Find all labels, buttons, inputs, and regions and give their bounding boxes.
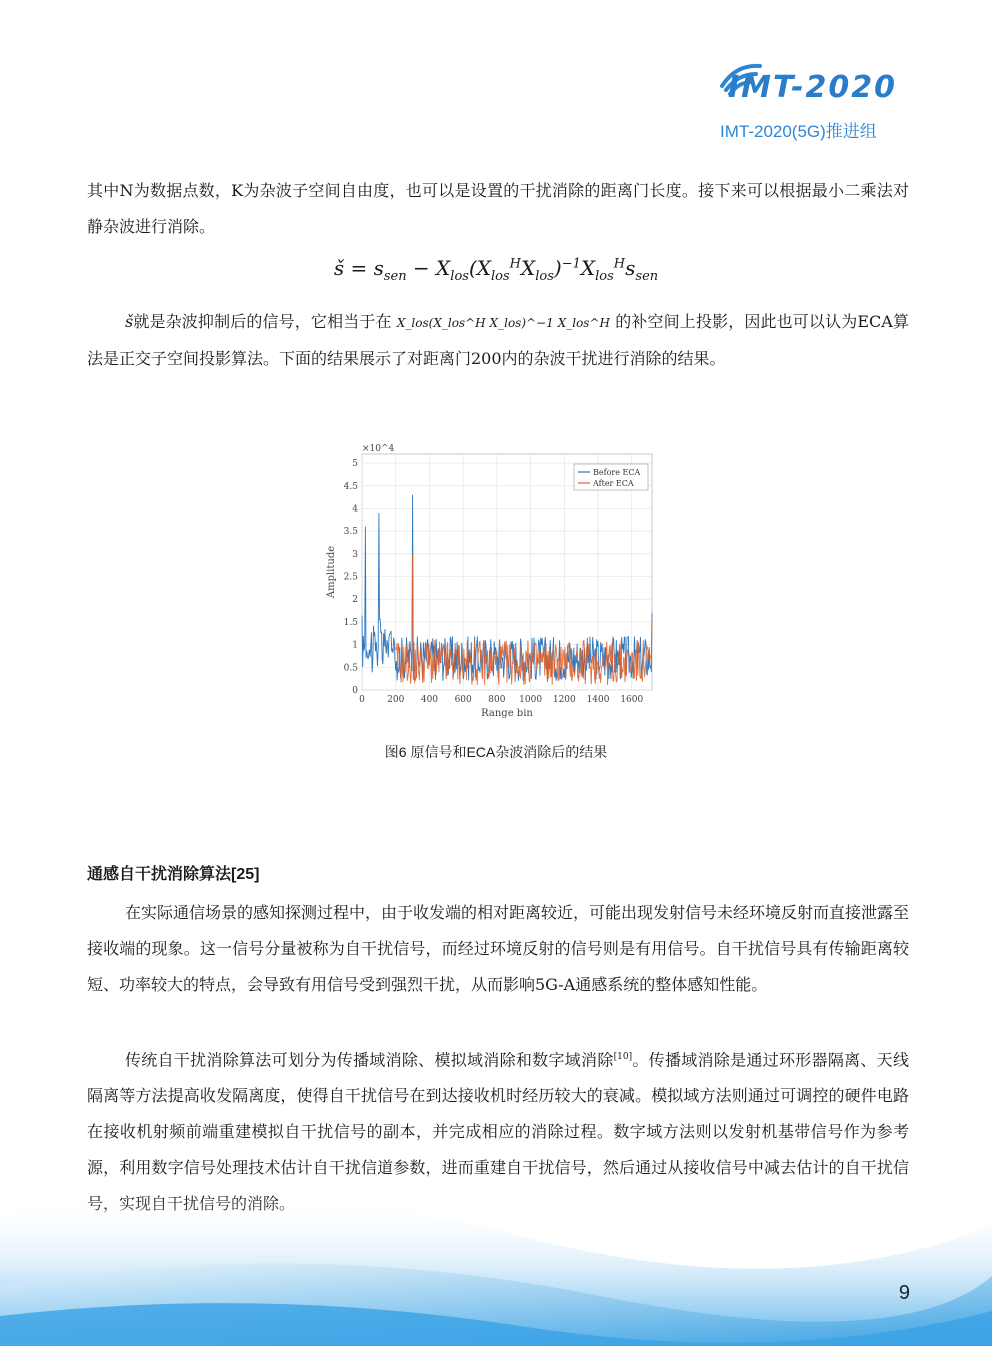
y-multiplier: ×10^4 [362, 444, 395, 454]
x-tick-label: 600 [454, 695, 472, 705]
x-tick-label: 1200 [552, 695, 576, 705]
y-tick-label: 2 [352, 595, 358, 606]
y-tick-label: 1 [352, 640, 358, 651]
y-tick-label: 4 [352, 504, 358, 515]
citation-ref: [10] [613, 1052, 633, 1062]
y-tick-label: 4.5 [343, 481, 358, 492]
section-heading: 通感自干扰消除算法[25] [87, 866, 260, 883]
page-number: 9 [898, 1282, 910, 1304]
footer-wave-decoration [0, 1126, 992, 1346]
eca-chart [320, 440, 660, 730]
x-tick-label: 400 [420, 695, 439, 705]
y-tick-label: 0 [352, 686, 358, 696]
figure-caption: 图6 原信号和ECA杂波消除后的结果 [384, 744, 608, 760]
y-axis-label: Amplitude [326, 545, 337, 599]
paragraph-1: 其中N为数据点数，K为杂波子空间自由度，也可以是设置的干扰消除的距离门长度。接下来可以根据最小二乘法对静杂波进行消除。 [87, 181, 909, 236]
y-tick-label: 3 [352, 549, 358, 560]
y-tick-label: 3.5 [343, 527, 358, 538]
logo-text: IMT-2020 [728, 70, 898, 105]
y-tick-label: 1.5 [343, 617, 358, 628]
x-tick-label: 200 [387, 695, 405, 705]
org-name: IMT-2020(5G)推进组 [720, 122, 877, 141]
symbol-s-hat: š [125, 312, 134, 331]
legend-label: After ECA [593, 479, 634, 488]
inline-formula: X_los(X_los^H X_los)^−1 X_los^H [396, 316, 610, 330]
paragraph-2: š就是杂波抑制后的信号，它相当于在 X_los(X_los^H X_los)^−1 X_los^H 的补空间上投影，因此也可以认为ECA算法是正交子空间投影算法。下面的结果展示了对距离门200内的杂波干扰进行消除的结果。 [87, 312, 909, 368]
paragraph-3: 在实际通信场景的感知探测过程中，由于收发端的相对距离较近，可能出现发射信号未经环境反射而直接泄露至接收端的现象。这一信号分量被称为自干扰信号，而经过环境反射的信号则是有用信号。自干扰信号具有传输距离较短、功率较大的特点，会导致有用信号受到强烈干扰，从而影响5G-A通感系统的整体感知性能。 [87, 903, 910, 994]
x-tick-label: 1600 [620, 695, 644, 705]
y-tick-label: 5 [352, 459, 358, 470]
paragraph-4: 传统自干扰消除算法可划分为传播域消除、模拟域消除和数字域消除[10]。传播域消除是通过环形器隔离、天线隔离等方法提高收发隔离度，使得自干扰信号在到达接收机时经历较大的衰减。模拟域方法则通过可调控的硬件电路在接收机射频前端重建模拟自干扰信号的副本，并完成相应的消除过程。数字域方法则以发射机基带信号作为参考源，利用数字信号处理技术估计自干扰信道参数，进而重建自干扰信号，然后通过从接收信号中减去估计的自干扰信 [87, 1050, 909, 1178]
x-tick-label: 1000 [519, 695, 543, 705]
x-tick-label: 0 [359, 695, 365, 705]
y-tick-label: 0.5 [343, 663, 358, 674]
x-axis-label: Range bin [481, 708, 533, 719]
x-tick-label: 800 [488, 695, 506, 705]
y-tick-label: 2.5 [343, 572, 358, 583]
x-tick-label: 1400 [586, 695, 610, 705]
formula: š = $s_{sen} - X_{los}(X_{los}^HX_{los})^{-1}X_{los}^Hs_{sen}$ [333, 256, 659, 284]
legend-label: Before ECA [593, 468, 641, 477]
